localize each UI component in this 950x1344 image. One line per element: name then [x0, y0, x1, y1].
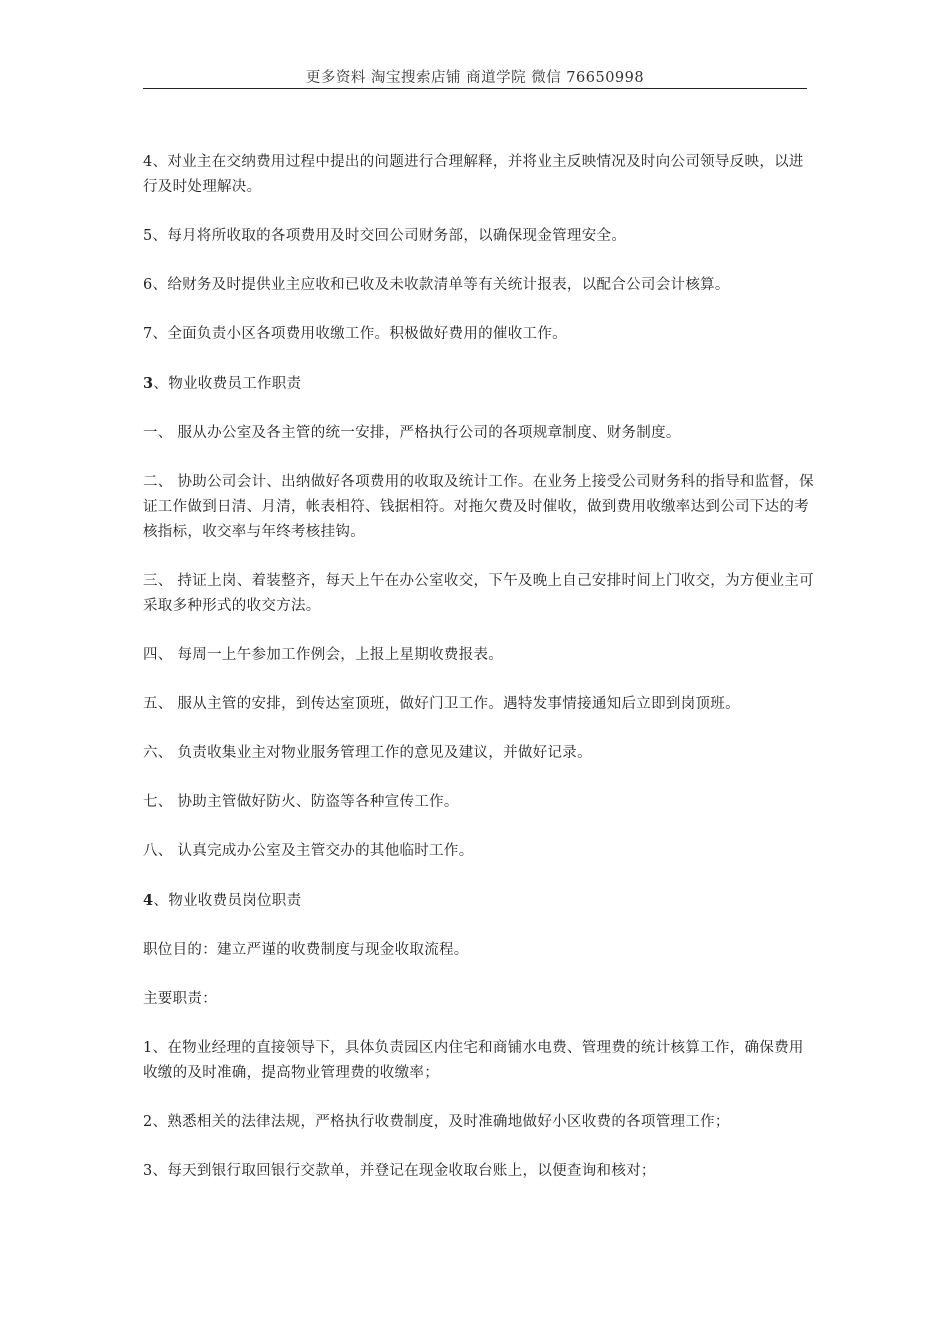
paragraph-item-7: 7、全面负责小区各项费用收缴工作。积极做好费用的催收工作。 — [143, 326, 567, 342]
document-body — [143, 150, 815, 1208]
section-3-item-5: 五、 服从主管的安排，到传达室顶班，做好门卫工作。遇特发事情接通知后立即到岗顶班。 — [143, 696, 740, 712]
section-3-item-3: 三、 持证上岗、着装整齐，每天上午在办公室收交，下午及晚上自己安排时间上门收交，为方便业主可采取多种形式的收交方法。 — [143, 573, 814, 614]
section-4-heading — [143, 888, 815, 914]
section-3-item-6: 六、 负责收集业主对物业服务管理工作的意见及建议，并做好记录。 — [143, 745, 592, 761]
section-4-item-2: 2、熟悉相关的法律法规，严格执行收费制度，及时准确地做好小区收费的各项管理工作； — [143, 1114, 730, 1130]
section-3-item-4: 四、 每周一上午参加工作例会，上报上星期收费报表。 — [143, 647, 504, 663]
section-4-item-3: 3、每天到银行取回银行交款单，并登记在现金收取台账上，以便查询和核对； — [143, 1163, 656, 1179]
section-4-purpose: 职位目的：建立严谨的收费制度与现金收取流程。 — [143, 942, 469, 958]
paragraph-item-6: 6、给财务及时提供业主应收和已收及未收款清单等有关统计报表，以配合公司会计核算。 — [143, 277, 730, 293]
section-3-item-2: 二、 协助公司会计、出纳做好各项费用的收取及统计工作。在业务上接受公司财务科的指导和监督，保证工作做到日清、月清，帐表相符、钱据相符。对拖欠费及时催收，做到费用收缴率达到公司下达的考核指标，收交率与年终考核挂钩。 — [143, 474, 814, 540]
section-3-heading — [143, 371, 815, 397]
section-3-item-7: 七、 协助主管做好防火、防盗等各种宣传工作。 — [143, 794, 459, 810]
section-4-item-1: 1、在物业经理的直接领导下，具体负责园区内住宅和商铺水电费、管理费的统计核算工作，确保费用收缴的及时准确，提高物业管理费的收缴率； — [143, 1040, 804, 1081]
section-4-number: 4 — [143, 892, 154, 909]
section-4-duties-label: 主要职责： — [143, 991, 217, 1007]
paragraph-item-5: 5、每月将所收取的各项费用及时交回公司财务部，以确保现金管理安全。 — [143, 228, 627, 244]
paragraph-item-4: 4、对业主在交纳费用过程中提出的问题进行合理解释，并将业主反映情况及时向公司领导反映，以进行及时处理解决。 — [143, 154, 804, 195]
section-3-title: 、物业收费员工作职责 — [153, 376, 302, 392]
section-3-item-8: 八、 认真完成办公室及主管交办的其他临时工作。 — [143, 843, 474, 859]
section-3-number: 3 — [143, 375, 154, 392]
section-4-title: 、物业收费员岗位职责 — [153, 893, 302, 909]
page-header: 更多资料 淘宝搜索店铺 商道学院 微信 76650998 — [305, 70, 645, 86]
section-3-item-1: 一、 服从办公室及各主管的统一安排，严格执行公司的各项规章制度、财务制度。 — [143, 425, 681, 441]
header-divider — [143, 88, 807, 89]
